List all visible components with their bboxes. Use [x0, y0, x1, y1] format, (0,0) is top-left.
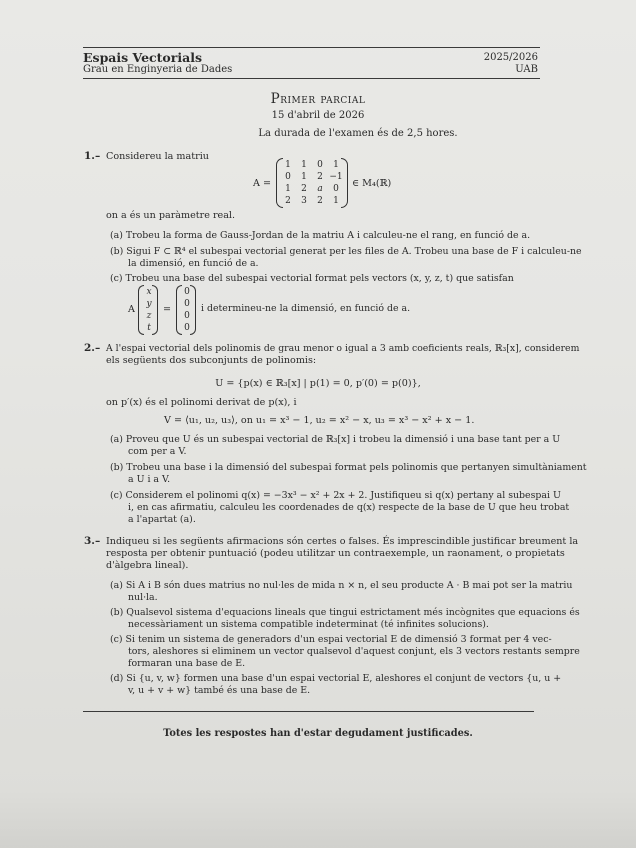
question-2a-line1: (a) Proveu que U és un subespai vectorial de ℝ₃[x] i trobeu la dimensió i una base tant per a U: [110, 434, 561, 445]
derivative-note: on p′(x) és el polinomi derivat de p(x), i: [106, 397, 297, 408]
matrix-a: [276, 158, 348, 208]
subspace-u-definition: U = {p(x) ∈ ℝ₃[x] | p(1) = 0, p′(0) = p(0)},: [215, 378, 421, 389]
question-3c-line1: (c) Si tenim un sistema de generadors d'un espai vectorial E de dimensió 3 format per 4 vec-: [110, 634, 552, 645]
system-equals: =: [163, 304, 172, 315]
unknown-entry-0: x: [146, 287, 152, 297]
matrix-a-entry-0-2: 0: [317, 160, 323, 170]
question-3d-line2: v, u + v + w} també és una base de E.: [128, 685, 311, 696]
question-1-param-note: on a és un paràmetre real.: [106, 210, 236, 221]
unknowns-vector: [138, 285, 158, 335]
unknown-entry-2: z: [146, 311, 152, 321]
zero-entry-0: 0: [184, 287, 190, 297]
question-1-intro: Considereu la matriu: [106, 151, 209, 162]
degree-name: Grau en Enginyeria de Dades: [83, 64, 233, 75]
question-2c-line2: i, en cas afirmatiu, calculeu les coordenades de q(x) respecte de la base de U que heu trobat: [128, 502, 570, 513]
matrix-a-entry-1-0: 0: [285, 172, 291, 182]
question-3c-line2: tors, aleshores si eliminem un vector qualsevol d'aquest conjunt, els 3 vectors restants sempre: [128, 646, 580, 657]
footer-rule: [83, 711, 534, 712]
matrix-a-entry-3-2: 2: [317, 196, 323, 206]
question-1a: (a) Trobeu la forma de Gauss-Jordan de la matriu A i calculeu-ne el rang, en funció de a.: [110, 230, 531, 241]
matrix-a-entry-3-3: 1: [333, 196, 339, 206]
course-name: Espais Vectorials: [83, 50, 202, 65]
question-2-number: 2.–: [84, 342, 101, 354]
matrix-a-label: A =: [253, 178, 272, 189]
question-2b-line2: a U i a V.: [128, 474, 171, 485]
header-bottom-rule: [83, 78, 540, 79]
question-1-number: 1.–: [84, 150, 101, 162]
question-1c: (c) Trobeu una base del subespai vectorial format pels vectors (x, y, z, t) que satisfan: [110, 273, 514, 284]
question-3b-line1: (b) Qualsevol sistema d'equacions lineals que tingui estrictament més incògnites que equacions és: [110, 607, 580, 618]
matrix-a-entry-1-3: −1: [329, 172, 343, 182]
question-2a-line2: com per a V.: [128, 446, 187, 457]
question-1c-tail: i determineu-ne la dimensió, en funció de a.: [201, 303, 411, 314]
question-2c-line3: a l'apartat (a).: [128, 514, 196, 525]
question-2c-line1: (c) Considerem el polinomi q(x) = −3x³ − x² + 2x + 2. Justifiqueu si q(x) pertany al subespai U: [110, 490, 561, 501]
matrix-a-entry-0-3: 1: [333, 160, 339, 170]
question-3c-line3: formaran una base de E.: [128, 658, 246, 669]
zero-entry-3: 0: [184, 323, 190, 333]
question-2-intro-line1: A l'espai vectorial dels polinomis de grau menor o igual a 3 amb coeficients reals, ℝ₃[x], considerem: [106, 343, 580, 354]
unknown-entry-1: y: [146, 299, 152, 309]
footer-note: Totes les respostes han d'estar degudament justificades.: [163, 728, 473, 739]
matrix-a-entry-0-0: 1: [285, 160, 291, 170]
question-1b-line2: la dimensió, en funció de a.: [128, 258, 259, 269]
matrix-a-entry-1-1: 1: [301, 172, 307, 182]
matrix-a-entry-2-3: 0: [333, 184, 339, 194]
question-3b-line2: necessàriament un sistema compatible indeterminat (té infinites solucions).: [128, 619, 489, 630]
matrix-a-entry-2-2: a: [317, 184, 323, 194]
question-3a-line1: (a) Si A i B són dues matrius no nul·les de mida n × n, el seu producte A · B mai pot ser la matriu: [110, 580, 573, 591]
exam-title: Primer parcial: [270, 91, 366, 107]
zero-entry-2: 0: [184, 311, 190, 321]
page-shadow: [0, 790, 636, 848]
subspace-v-definition: V = ⟨u₁, u₂, u₃⟩, on u₁ = x³ − 1, u₂ = x² − x, u₃ = x³ − x² + x − 1.: [164, 415, 475, 426]
zero-vector: [176, 285, 196, 335]
matrix-space: ∈ M₄(ℝ): [352, 178, 392, 189]
exam-date: 15 d'abril de 2026: [271, 110, 365, 121]
header-top-rule: [83, 47, 540, 48]
system-matrix-label: A: [128, 304, 135, 315]
exam-duration: La durada de l'examen és de 2,5 hores.: [258, 128, 458, 139]
question-3d-line1: (d) Si {u, v, w} formen una base d'un espai vectorial E, aleshores el conjunt de vectors {u, u +: [110, 673, 562, 684]
academic-year: 2025/2026: [483, 52, 538, 63]
question-1b-line1: (b) Sigui F ⊂ ℝ⁴ el subespai vectorial generat per les files de A. Trobeu una base de F i calculeu-ne: [110, 246, 582, 257]
unknown-entry-3: t: [147, 323, 151, 333]
matrix-a-entry-3-0: 2: [285, 196, 291, 206]
zero-entry-1: 0: [184, 299, 190, 309]
matrix-a-entry-0-1: 1: [301, 160, 307, 170]
matrix-a-entry-1-2: 2: [317, 172, 323, 182]
question-3-number: 3.–: [84, 535, 101, 547]
question-3-intro-line1: Indiqueu si les següents afirmacions són certes o falses. És imprescindible justificar breument la: [106, 536, 579, 547]
question-3a-line2: nul·la.: [128, 592, 158, 603]
matrix-a-entry-3-1: 3: [301, 196, 307, 206]
university-name: UAB: [515, 64, 538, 75]
question-2b-line1: (b) Trobeu una base i la dimensió del subespai format pels polinomis que pertanyen simultàniament: [110, 462, 587, 473]
question-2-intro-line2: els següents dos subconjunts de polinomis:: [106, 355, 317, 366]
question-3-intro-line3: d'àlgebra lineal).: [106, 560, 189, 571]
matrix-a-entry-2-1: 2: [301, 184, 307, 194]
question-3-intro-line2: resposta per obtenir puntuació (podeu utilitzar un contraexemple, un raonament, o propietats: [106, 548, 565, 559]
matrix-a-entry-2-0: 1: [285, 184, 291, 194]
